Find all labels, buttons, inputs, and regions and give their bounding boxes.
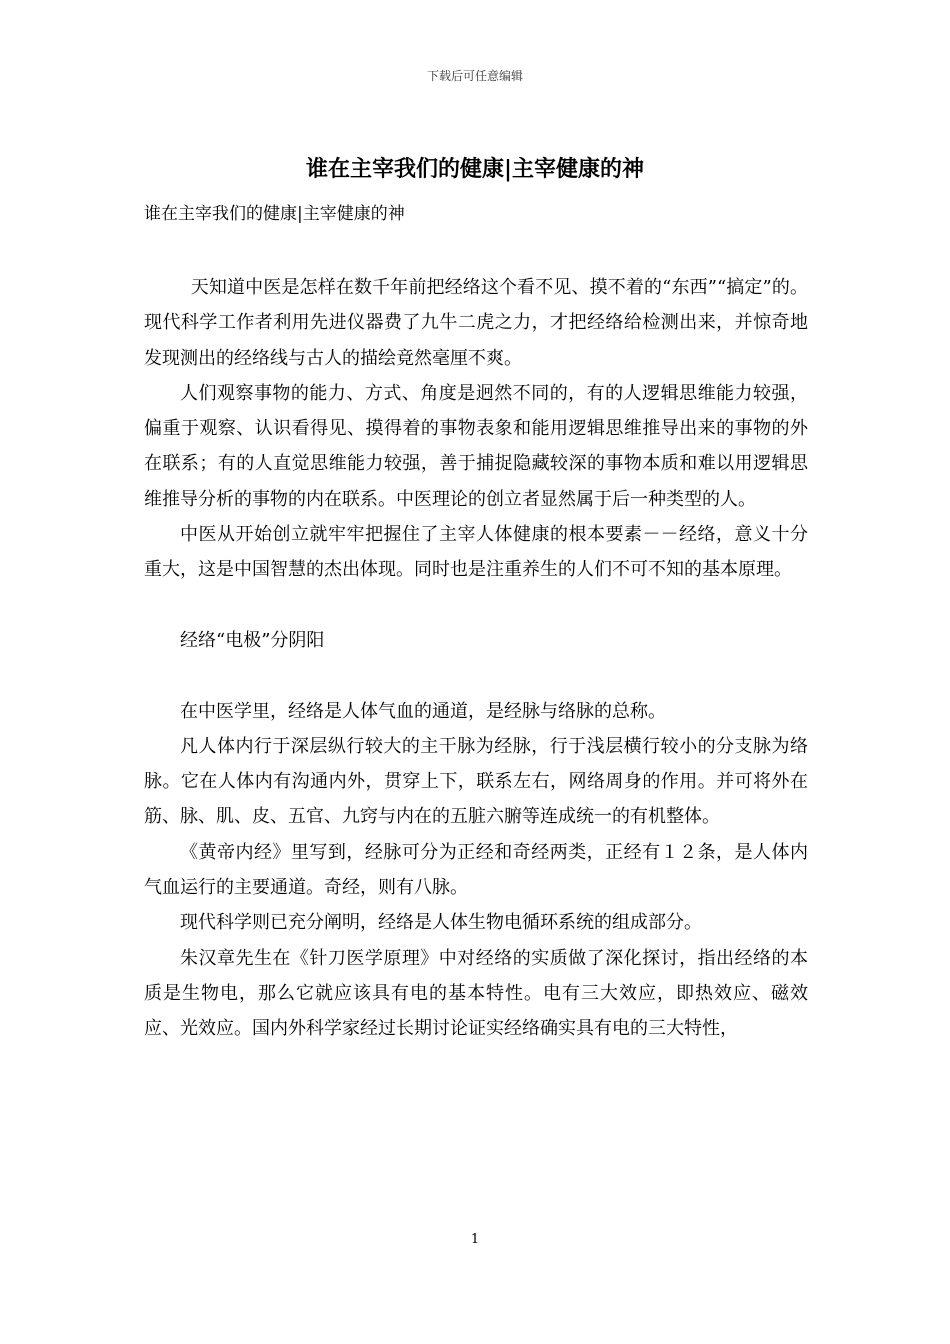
section-heading: 经络“电极”分阴阳	[180, 629, 325, 651]
page-number: 1	[470, 1232, 480, 1247]
paragraph: 朱汉章先生在《针刀医学原理》中对经络的实质做了深化探讨，指出经络的本质是生物电，那么它就应该具有电的基本特性。电有三大效应，即热效应、磁效应、光效应。国内外科学家经过长期讨论证实经络确实具有电的三大特性，	[144, 947, 808, 1040]
paragraph: 凡人体内行于深层纵行较大的主干脉为经脉，行于浅层横行较小的分支脉为络脉。它在人体内有沟通内外，贯穿上下，联系左右，网络周身的作用。并可将外在筋、脉、肌、皮、五官、九窍与内在的五脏六腑等连成统一的有机整体。	[144, 735, 808, 828]
paragraph: 中医从开始创立就牢牢把握住了主宰人体健康的根本要素－－经络，意义十分重大，这是中国智慧的杰出体现。同时也是注重养生的人们不可不知的基本原理。	[144, 524, 808, 581]
paragraph: 在中医学里，经络是人体气血的通道，是经脉与络脉的总称。	[180, 700, 666, 722]
paragraph: 现代科学则已充分阐明，经络是人体生物电循环系统的组成部分。	[180, 912, 702, 934]
document-body	[144, 270, 808, 1047]
document-title: 谁在主宰我们的健康|主宰健康的神	[305, 156, 644, 182]
paragraph: 《黄帝内经》里写到，经脉可分为正经和奇经两类，正经有１２条，是人体内气血运行的主要通道。奇经，则有八脉。	[144, 841, 808, 899]
blank-line	[144, 658, 808, 693]
blank-line	[144, 588, 808, 623]
paragraph: 人们观察事物的能力、方式、角度是迥然不同的，有的人逻辑思维能力较强，偏重于观察、认识看得见、摸得着的事物表象和能用逻辑思维推导出来的事物的外在联系；有的人直觉思维能力较强，善于捕捉隐藏较深的事物本质和难以用逻辑思维推导分析的事物的内在联系。中医理论的创立者显然属于后一种类型的人。	[144, 382, 808, 510]
paragraph: 天知道中医是怎样在数千年前把经络这个看不见、摸不着的“东西”“搞定”的。现代科学工作者利用先进仪器费了九牛二虎之力，才把经络给检测出来，并惊奇地发现测出的经络线与古人的描绘竟然毫厘不爽。	[144, 277, 808, 369]
page-header-note: 下载后可任意编辑	[426, 69, 523, 83]
document-subtitle: 谁在主宰我们的健康|主宰健康的神	[144, 204, 405, 224]
